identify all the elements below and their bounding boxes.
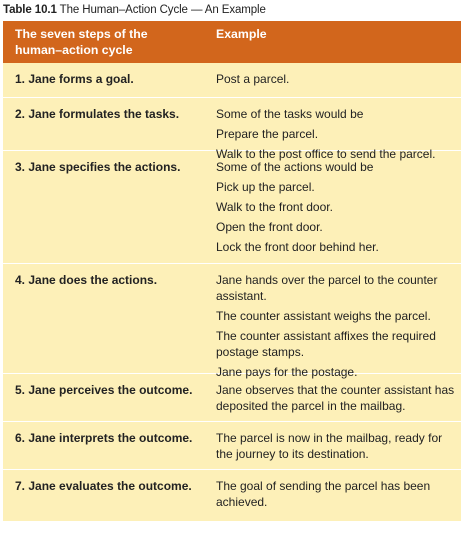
example-line: Walk to the front door. xyxy=(216,200,333,214)
step-cell: 5. Jane perceives the outcome. xyxy=(15,383,193,397)
example-line: The goal of sending the parcel has been achieved. xyxy=(216,479,431,509)
step-cell: 2. Jane formulates the tasks. xyxy=(15,107,180,121)
example-line: Jane hands over the parcel to the counter assistant. xyxy=(216,273,438,303)
example-cell xyxy=(210,98,461,161)
table-row xyxy=(3,469,461,521)
header-example: Example xyxy=(216,27,267,41)
example-cell xyxy=(210,470,461,521)
example-line: Pick up the parcel. xyxy=(216,180,315,194)
table-row xyxy=(3,373,461,421)
header-steps xyxy=(3,26,210,63)
example-line: Lock the front door behind her. xyxy=(216,240,379,254)
example-line: Jane pays for the postage. xyxy=(216,365,358,379)
step-cell: 6. Jane interprets the outcome. xyxy=(15,431,193,445)
example-line: Walk to the post office to send the parcel. xyxy=(216,147,436,161)
table-row xyxy=(3,421,461,469)
table-title: The Human–Action Cycle — An Example xyxy=(59,4,266,16)
step-cell: 1. Jane forms a goal. xyxy=(15,72,134,86)
example-line: Jane observes that the counter assistant has deposited the parcel in the mailbag. xyxy=(216,383,455,413)
example-line: Post a parcel. xyxy=(216,72,290,86)
table-header xyxy=(3,21,461,63)
example-cell xyxy=(210,63,461,97)
table-row xyxy=(3,263,461,379)
example-line: Some of the tasks would be xyxy=(216,107,364,121)
table-number: Table 10.1 xyxy=(3,4,57,16)
step-cell: 3. Jane specifies the actions. xyxy=(15,160,181,174)
header-steps-line1: The seven steps of the xyxy=(15,27,148,41)
table-caption xyxy=(3,4,266,16)
example-cell xyxy=(210,151,461,263)
header-steps-line2: human–action cycle xyxy=(15,43,133,57)
table-row xyxy=(3,63,461,97)
example-line: Prepare the parcel. xyxy=(216,127,319,141)
example-line: Some of the actions would be xyxy=(216,160,374,174)
example-cell xyxy=(210,264,461,379)
example-cell xyxy=(210,374,461,421)
example-line: The parcel is now in the mailbag, ready for the journey to its destination. xyxy=(216,431,443,461)
table-row xyxy=(3,150,461,263)
step-cell: 7. Jane evaluates the outcome. xyxy=(15,479,192,493)
table-body xyxy=(3,63,461,521)
example-line: The counter assistant affixes the required postage stamps. xyxy=(216,329,436,359)
human-action-table xyxy=(3,21,461,521)
example-line: The counter assistant weighs the parcel. xyxy=(216,309,431,323)
table-row xyxy=(3,97,461,161)
step-cell: 4. Jane does the actions. xyxy=(15,273,158,287)
example-line: Open the front door. xyxy=(216,220,323,234)
example-cell xyxy=(210,422,461,469)
